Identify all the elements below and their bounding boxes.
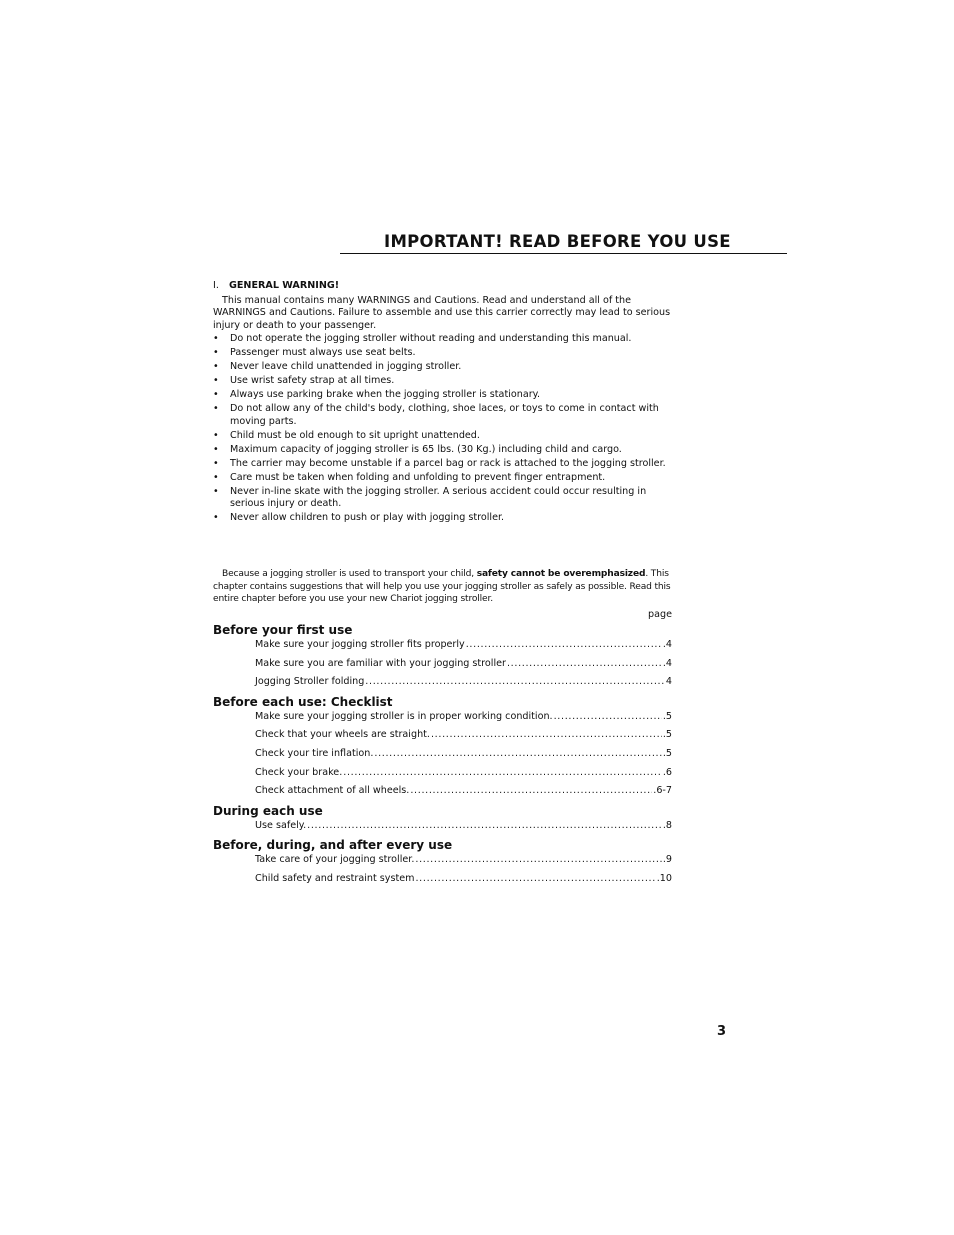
bullet-icon: • (213, 429, 219, 441)
toc-entry-text: Make sure your jogging stroller fits properly (255, 639, 465, 650)
toc-entry-text: Check your tire inflation. (255, 747, 374, 759)
toc-group-title: During each use (213, 803, 323, 818)
toc-entry[interactable] (255, 638, 672, 657)
toc-entry[interactable] (255, 728, 672, 747)
warning-item (213, 333, 673, 346)
warning-item-text: Maximum capacity of jogging stroller is 65 lbs. (30 Kg.) including child and cargo. (230, 443, 622, 455)
dot-leader (307, 819, 662, 832)
dot-leader (343, 766, 662, 779)
section-title: GENERAL WARNING! (229, 280, 340, 291)
warning-list (213, 333, 673, 525)
toc-entry[interactable] (255, 872, 672, 891)
dot-leader (431, 728, 662, 741)
dot-leader (374, 747, 661, 760)
warning-item (213, 403, 673, 428)
warning-item (213, 486, 673, 511)
toc-group-title: Before, during, and after every use (213, 838, 453, 853)
toc-entry-page: .6 (662, 766, 672, 778)
dot-leader (554, 710, 662, 723)
toc-entry-text: Use safely. (255, 819, 307, 831)
toc-entry-text: Check that your wheels are straight. (255, 729, 430, 741)
bullet-icon: • (213, 457, 219, 469)
warning-item-text: Never allow children to push or play with jogging stroller. (230, 512, 505, 524)
warning-item-text: Always use parking brake when the jogging stroller is stationary. (230, 389, 540, 401)
bullet-icon: • (213, 471, 219, 483)
toc-entry-page: .10 (656, 872, 672, 884)
toc-entry-text: Make sure your jogging stroller is in proper working condition. (255, 710, 553, 722)
general-warning-section (213, 280, 673, 526)
toc-entry[interactable] (255, 819, 672, 838)
toc-group (213, 837, 672, 890)
warning-item (213, 389, 673, 402)
bullet-icon: • (213, 333, 219, 345)
intro-emphasis: safety cannot be overemphasized (476, 569, 646, 579)
dot-leader (415, 872, 655, 885)
toc-entry-page: .5 (662, 747, 672, 759)
toc-entry-page: .5 (662, 729, 672, 741)
bullet-icon: • (213, 389, 219, 401)
page-number: 3 (716, 1024, 726, 1039)
bullet-icon: • (213, 347, 219, 359)
bullet-icon: • (213, 443, 219, 455)
bullet-icon: • (213, 361, 219, 373)
toc-group-title: Before your first use (213, 623, 353, 637)
warning-item-text: Do not operate the jogging stroller without reading and understanding this manual. (230, 333, 632, 345)
table-of-contents (213, 622, 672, 891)
toc-entry[interactable] (255, 766, 672, 785)
warning-item-text: Passenger must always use seat belts. (230, 347, 416, 359)
bullet-icon: • (213, 512, 219, 524)
toc-entry-text: Take care of your jogging stroller. (255, 854, 415, 866)
toc-entry[interactable] (255, 657, 672, 676)
toc-entry[interactable] (255, 675, 672, 694)
warning-item-text: Use wrist safety strap at all times. (230, 375, 395, 387)
warning-item-text: Care must be taken when folding and unfolding to prevent finger entrapment. (230, 471, 606, 483)
warning-item-text: Never in-line skate with the jogging stroller. A serious accident could occur resulting in serious injury or death. (230, 485, 647, 510)
toc-group (213, 694, 672, 803)
bullet-icon: • (213, 375, 219, 387)
dot-leader (415, 853, 661, 866)
warning-item-text: Child must be old enough to sit upright unattended. (230, 429, 480, 441)
toc-group (213, 803, 672, 838)
toc-entry-text: Check attachment of all wheels. (255, 785, 410, 797)
page-title: IMPORTANT! READ BEFORE YOU USE (384, 232, 731, 251)
toc-entry-page: .9 (662, 854, 672, 866)
warning-item (213, 512, 673, 525)
toc-entry[interactable] (255, 853, 672, 872)
warning-paragraph: This manual contains many WARNINGS and Cautions. Read and understand all of the WARNINGS and Cautions. Failure to assemble and use this carrier correctly may lead to serious injury or death to your passenger. (213, 294, 671, 331)
toc-page-label: page (648, 609, 672, 620)
warning-item-text: Do not allow any of the child's body, clothing, shoe laces, or toys to come in contact with moving parts. (230, 403, 659, 427)
dot-leader (507, 657, 662, 670)
warning-item-text: The carrier may become unstable if a parcel bag or rack is attached to the jogging stroller. (230, 457, 666, 469)
dot-leader (466, 638, 662, 651)
toc-entry-text: Make sure you are familiar with your jogging stroller (255, 657, 506, 669)
toc-entry-text: Jogging Stroller folding (255, 676, 365, 688)
warning-item (213, 375, 673, 388)
section-heading (213, 280, 673, 293)
section-number: I. (213, 280, 219, 291)
warning-item (213, 361, 673, 374)
bullet-icon: • (213, 485, 219, 497)
toc-entry[interactable] (255, 710, 672, 729)
toc-entry-text: Check your brake. (255, 766, 343, 778)
toc-entry-page: .4 (662, 657, 672, 669)
toc-entry-page: .4 (662, 639, 672, 650)
intro-text: Because a jogging stroller is used to transport your child, (222, 569, 477, 579)
toc-entry-text: Child safety and restraint system (255, 872, 415, 884)
toc-entry[interactable] (255, 784, 672, 803)
warning-item (213, 472, 673, 485)
toc-entry-page: 4 (665, 676, 672, 688)
warning-item (213, 430, 673, 443)
warning-item (213, 458, 673, 471)
dot-leader (365, 675, 665, 688)
toc-entry-page: .8 (662, 819, 672, 831)
toc-entry[interactable] (255, 747, 672, 766)
chapter-intro (213, 568, 673, 606)
toc-group-title: Before each use: Checklist (213, 694, 393, 709)
intro-text-continued: . This chapter contains suggestions that will help you use your jogging stroller as safely as possible. Read this entire chapter before you use your new Chariot jogging stroller. (213, 569, 671, 604)
warning-item (213, 444, 673, 457)
warning-item (213, 347, 673, 360)
toc-entry-page: .5 (662, 710, 672, 722)
toc-entry-page: .6-7 (653, 785, 672, 797)
toc-group (213, 622, 672, 694)
dot-leader (410, 784, 652, 797)
page-heading (340, 232, 787, 254)
warning-item-text: Never leave child unattended in jogging stroller. (230, 361, 462, 373)
bullet-icon: • (213, 403, 219, 415)
